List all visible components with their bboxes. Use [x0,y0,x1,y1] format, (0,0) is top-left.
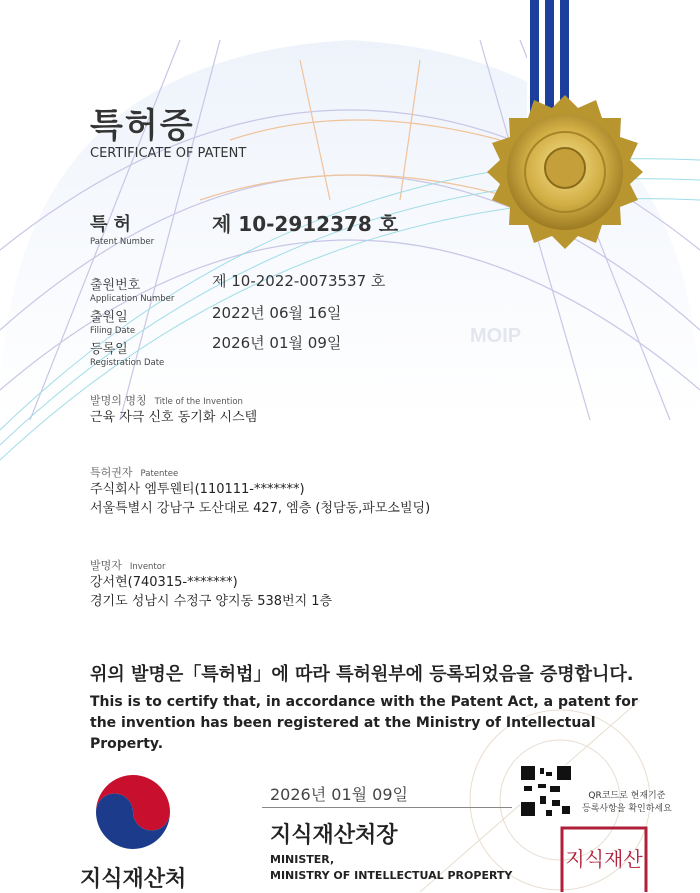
invention-section: 발명의 명칭 Title of the Invention 근육 자극 신호 동기화 시스템 [90,394,258,425]
filing-date-value: 2022년 06월 16일 [212,304,342,322]
patentee-name: 주식회사 엠투웬티(110111-*******) [90,482,305,497]
field-registration-date: 등록일 Registration Date [90,342,165,368]
application-number-value: 제 10-2022-0073537 호 [212,272,386,290]
page-title: 특허증 [90,106,195,146]
issue-date: 2026년 01월 09일 [270,785,408,804]
qr-note: QR코드로 현재기준 등록사항을 확인하세요 [582,791,672,814]
inventor-section: 발명자 Inventor 강서현(740315-*******) 경기도 성남시 수정구 양지동 538번지 1층 [90,559,333,609]
inventor-address: 경기도 성남시 수정구 양지동 538번지 1층 [90,594,333,609]
inventor-name: 강서현(740315-*******) [90,575,238,590]
ministry-logo [96,775,170,849]
invention-title: 근육 자극 신호 동기화 시스템 [90,410,258,425]
issuer-korean: 지식재산처장 [270,823,398,848]
official-stamp [562,828,646,892]
field-application-number: 출원번호 Application Number [90,278,175,304]
svg-text:지식재산: 지식재산 [565,847,643,871]
certification-english: This is to certify that, in accordance with the Patent Act, a patent for the invention has been registered at the Ministry of Intellectual Property. [90,694,638,752]
field-filing-date: 출원일 Filing Date [90,310,136,336]
watermark: MOIP [470,325,522,347]
qr-code [520,765,572,817]
field-patent-number: 특 허 Patent Number [90,214,155,247]
logo-text: 지식재산처 [80,867,187,892]
page-subtitle: CERTIFICATE OF PATENT [90,146,247,161]
certification-korean: 위의 발명은「특허법」에 따라 특허원부에 등록되었음을 증명합니다. [90,664,634,685]
patentee-section: 특허권자 Patentee 주식회사 엠투웬티(110111-*******) 서울특별시 강남구 도산대로 427, 엠층 (청담동,파모소빌딩) [90,466,431,516]
registration-date-value: 2026년 01월 09일 [212,334,342,352]
patent-number-value: 제 10-2912378 호 [212,212,399,236]
divider [262,807,512,808]
patentee-address: 서울특별시 강남구 도산대로 427, 엠층 (청담동,파모소빌딩) [90,501,431,516]
issuer-english: MINISTER, MINISTRY OF INTELLECTUAL PROPERTY [270,853,513,882]
